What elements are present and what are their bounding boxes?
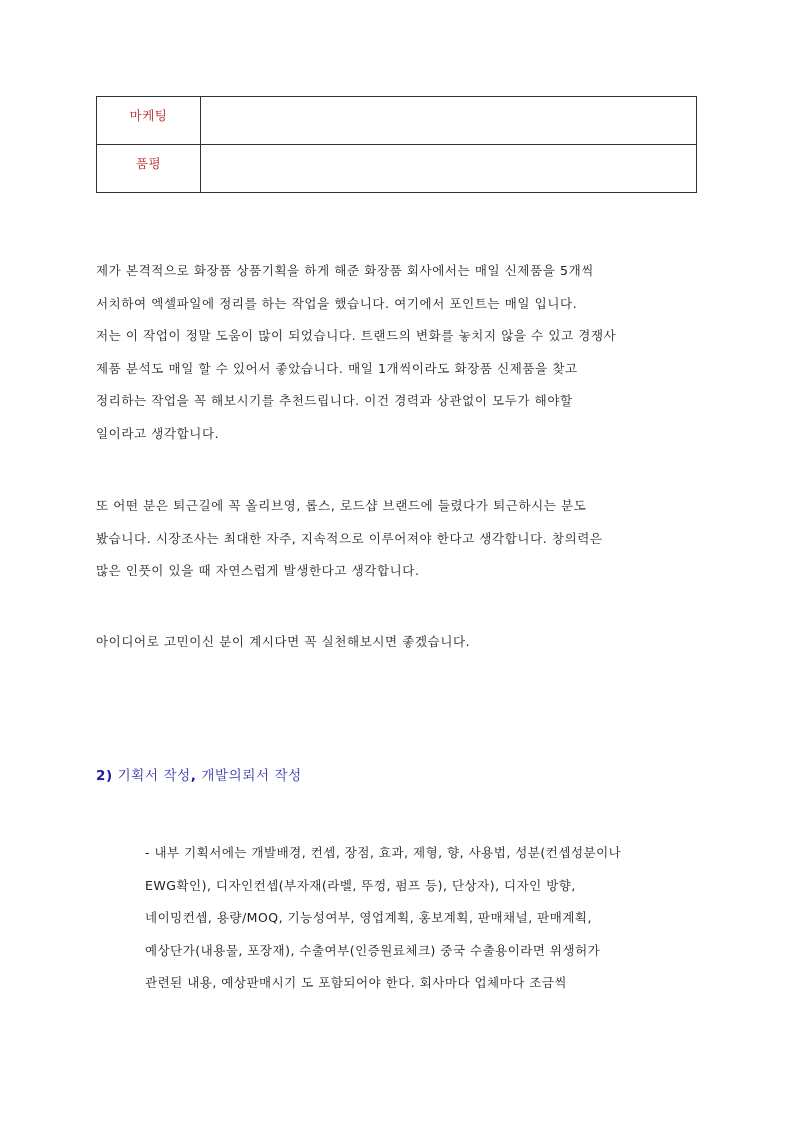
paragraph-line: 저는 이 작업이 정말 도움이 많이 되었습니다. 트랜드의 변화를 놓치지 않을 수 있고 경쟁사 xyxy=(96,328,617,343)
list-line: 관련된 내용, 예상판매시기 도 포함되어야 한다. 회사마다 업체마다 조금씩 xyxy=(145,975,567,990)
list-line: 예상단가(내용물, 포장재), 수출여부(인증원료체크) 중국 수출용이라면 위생허가 xyxy=(145,942,601,958)
paragraph-market-survey xyxy=(96,490,716,588)
table-row-evaluation xyxy=(97,145,696,193)
paragraph-research xyxy=(96,255,716,450)
paragraph-line: 제품 분석도 매일 할 수 있어서 좋았습니다. 매일 1개씩이라도 화장품 신제품을 찾고 xyxy=(96,360,578,376)
paragraph-line: 정리하는 작업을 꼭 해보시기를 추천드립니다. 이건 경력과 상관없이 모두가 해야할 xyxy=(96,393,573,408)
table-label-marketing: 마케팅 xyxy=(97,97,201,144)
table-row-marketing xyxy=(97,97,696,145)
table-label-evaluation: 품평 xyxy=(97,145,201,193)
paragraph-line: 아이디어로 고민이신 분이 계시다면 꼭 실천해보시면 좋겠습니다. xyxy=(96,634,471,649)
section-heading xyxy=(96,764,302,788)
section-number: 2) xyxy=(96,768,113,784)
section-comma: , xyxy=(190,768,197,784)
plan-contents-list xyxy=(145,837,705,1000)
list-line: EWG확인), 디자인컨셉(부자재(라벨, 뚜껑, 펌프 등), 단상자), 디자인 방향, xyxy=(145,877,576,893)
paragraph-line: 많은 인풋이 있을 때 자연스럽게 발생한다고 생각합니다. xyxy=(96,563,420,578)
paragraph-line: 또 어떤 분은 퇴근길에 꼭 올리브영, 롭스, 로드샵 브랜드에 들렸다가 퇴근하시는 분도 xyxy=(96,498,587,513)
list-line: - 내부 기획서에는 개발배경, 컨셉, 장점, 효과, 제형, 향, 사용법, 성분(컨셉성분이나 xyxy=(145,845,622,860)
paragraph-closing xyxy=(96,626,716,659)
list-line: 네이밍컨셉, 용량/MOQ, 기능성여부, 영업계획, 홍보계획, 판매채널, 판매계획, xyxy=(145,910,592,925)
info-table xyxy=(96,96,697,193)
table-value-evaluation xyxy=(201,145,696,193)
paragraph-line: 봤습니다. 시장조사는 최대한 자주, 지속적으로 이루어져야 한다고 생각합니다. 창의력은 xyxy=(96,530,603,546)
section-title-b: 개발의뢰서 작성 xyxy=(196,768,302,784)
paragraph-line: 제가 본격적으로 화장품 상품기획을 하게 해준 화장품 회사에서는 매일 신제품을 5개씩 xyxy=(96,263,594,278)
table-value-marketing xyxy=(201,97,696,144)
paragraph-line: 서치하여 엑셀파일에 정리를 하는 작업을 했습니다. 여기에서 포인트는 매일 입니다. xyxy=(96,295,578,311)
paragraph-line: 일이라고 생각합니다. xyxy=(96,425,220,441)
section-title-a: 기획서 작성 xyxy=(112,768,191,784)
